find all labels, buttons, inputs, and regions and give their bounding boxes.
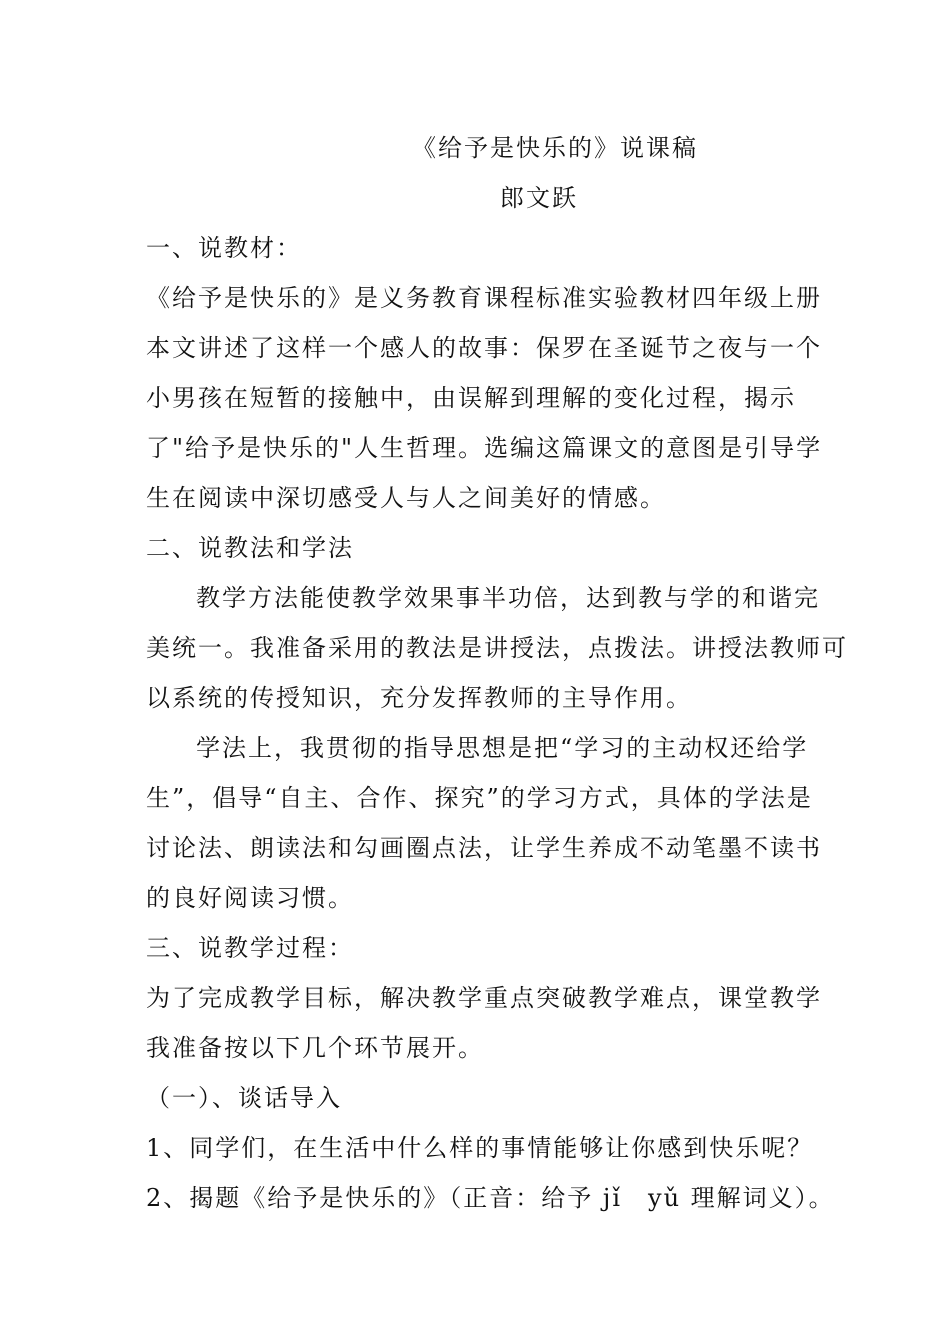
paragraph-line: 我准备按以下几个环节展开。 — [146, 1034, 484, 1062]
paragraph-line: 的良好阅读习惯。 — [146, 884, 354, 912]
paragraph-line: 以系统的传授知识，充分发挥教师的主导作用。 — [146, 684, 692, 712]
list-item: 1、同学们，在生活中什么样的事情能够让你感到快乐呢？ — [146, 1134, 814, 1162]
document-author: 郎文跃 — [500, 184, 578, 212]
paragraph-line: 教学方法能使教学效果事半功倍，达到教与学的和谐完 — [196, 584, 820, 612]
section-heading: 一、说教材： — [146, 234, 302, 262]
subsection-heading: （一）、谈话导入 — [146, 1084, 342, 1112]
paragraph-line: 学法上，我贯彻的指导思想是把“学习的主动权还给学 — [196, 734, 809, 762]
paragraph-line: 本文讲述了这样一个感人的故事：保罗在圣诞节之夜与一个 — [146, 334, 822, 362]
document-title: 《给予是快乐的》说课稿 — [412, 134, 698, 162]
paragraph-line: 为了完成教学目标，解决教学重点突破教学难点，课堂教学 — [146, 984, 822, 1012]
paragraph-line: 讨论法、朗读法和勾画圈点法，让学生养成不动笔墨不读书 — [146, 834, 822, 862]
paragraph-line: 美统一。我准备采用的教法是讲授法，点拨法。讲授法教师可 — [146, 634, 848, 662]
list-item: 2、揭题《给予是快乐的》（正音：给予 jǐ yǔ 理解词义）。 — [146, 1184, 835, 1212]
paragraph-line: 了"给予是快乐的"人生哲理。选编这篇课文的意图是引导学 — [146, 434, 823, 462]
paragraph-line: 生”，倡导“自主、合作、探究”的学习方式，具体的学法是 — [146, 784, 813, 812]
paragraph-line: 生在阅读中深切感受人与人之间美好的情感。 — [146, 484, 666, 512]
paragraph-line: 《给予是快乐的》是义务教育课程标准实验教材四年级上册 — [146, 284, 822, 312]
paragraph-line: 小男孩在短暂的接触中，由误解到理解的变化过程，揭示 — [146, 384, 796, 412]
section-heading: 二、说教法和学法 — [146, 534, 354, 562]
section-heading: 三、说教学过程： — [146, 934, 354, 962]
